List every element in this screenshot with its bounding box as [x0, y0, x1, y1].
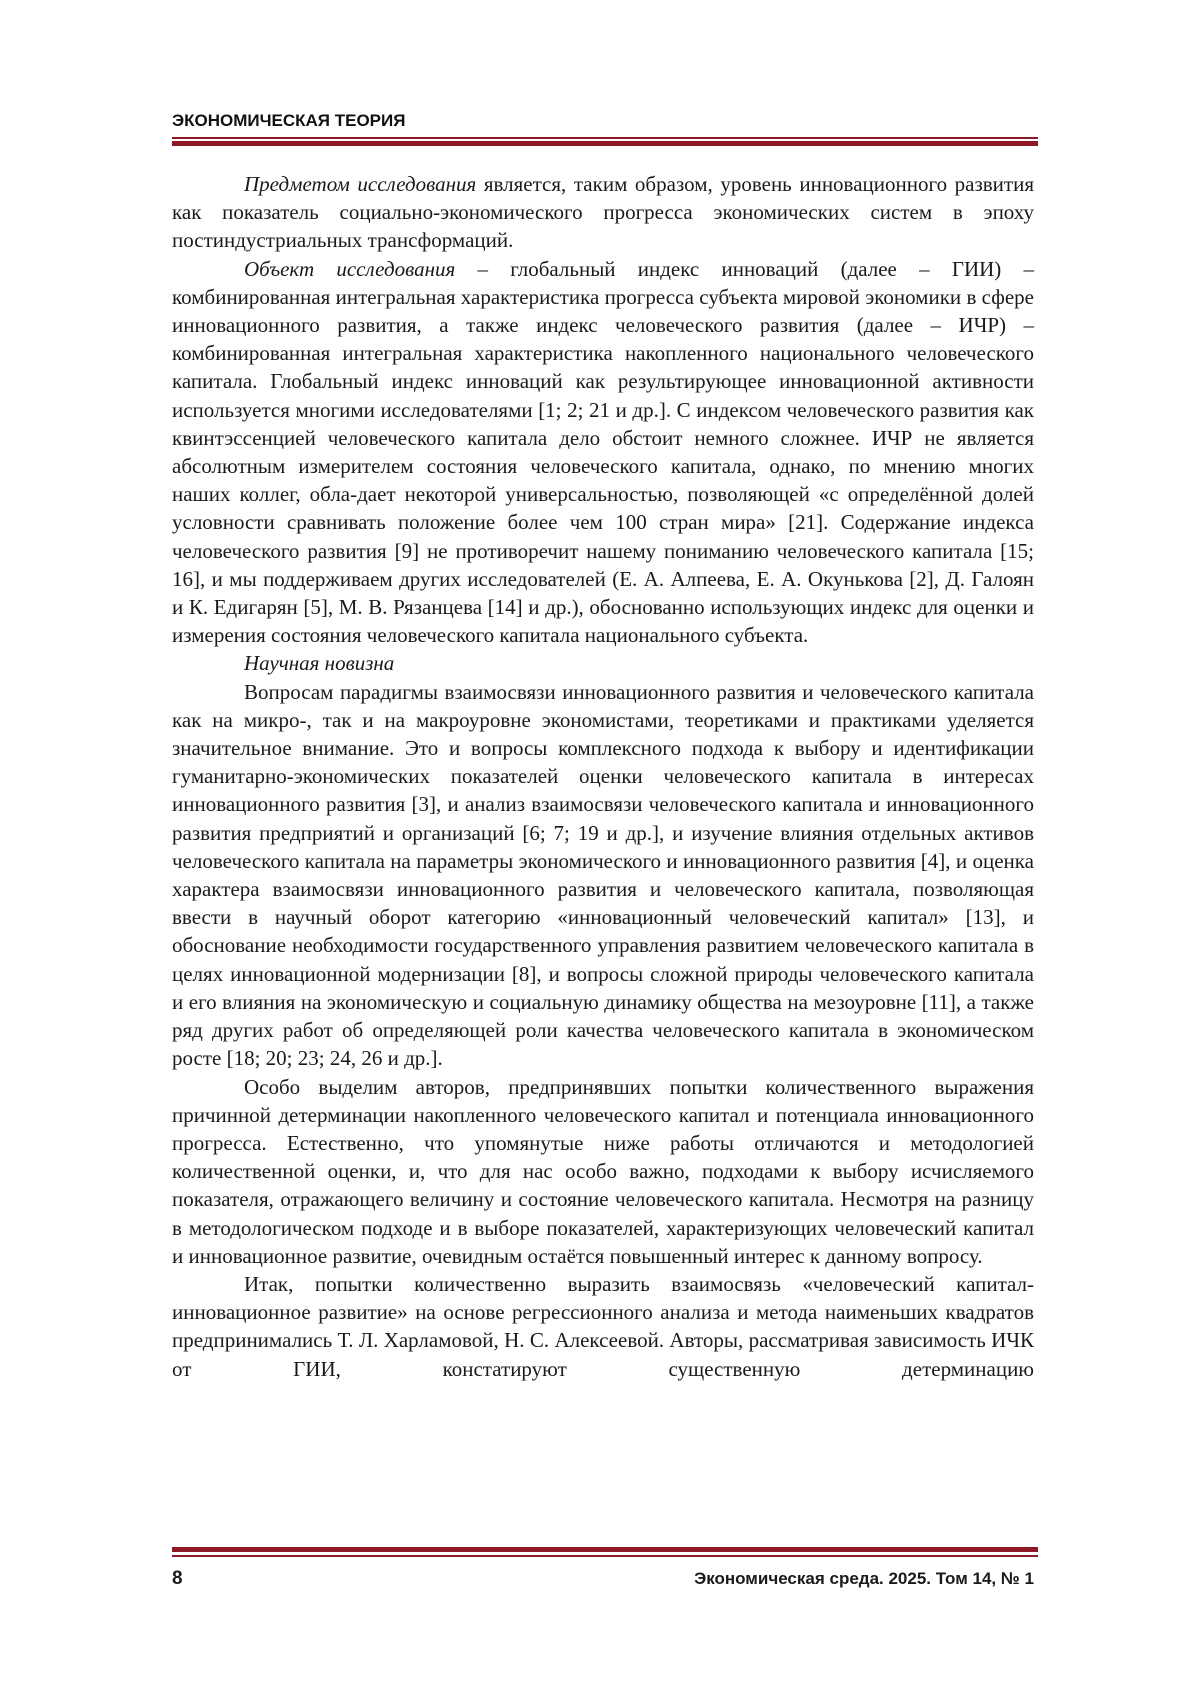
paragraph-subject-text: является, таким образом, уровень инновационного развития как показатель социально-экономического прогресса экономических систем в эпоху постиндустриальных трансформаций.: [172, 172, 1034, 252]
footer-rule-thin: [172, 1555, 1038, 1557]
paragraph-object: [172, 255, 1034, 650]
header-rule-thick: [172, 141, 1038, 146]
paragraph-authors: Особо выделим авторов, предпринявших попытки количественного выражения причинной детерминации накопленного человеческого капитал и потенциала инновационного прогресса. Естественно, что упомянутые ниже работы отличаются и методологией количественной оценки, и, что для нас особо важно, подходами к выбору исчисляемого показателя, отражающего величину и состояние человеческого капитала. Несмотря на разницу в методологическом подходе и в выборе показателей, характеризующих человеческий капитал и инновационное развитие, очевидным остаётся повышенный интерес к данному вопросу.: [172, 1073, 1034, 1270]
page-number: 8: [172, 1568, 183, 1590]
subheading-novelty: Научная новизна: [172, 649, 1034, 677]
term-subject: Предметом исследования: [244, 172, 476, 196]
footer-rule-thick: [172, 1547, 1038, 1552]
paragraph-paradigm: Вопросам парадигмы взаимосвязи инновационного развития и человеческого капитала как на микро-, так и на макроуровне экономистами, теоретиками и практиками уделяется значительное внимание. Это и вопросы комплексного подхода к выбору и идентификации гуманитарно-экономических показателей оценки человеческого капитала в интересах инновационного развития [3], и анализ взаимосвязи человеческого капитала и инновационного развития предприятий и организаций [6; 7; 19 и др.], и изучение влияния отдельных активов человеческого капитала на параметры экономического и инновационного развития [4], и оценка характера взаимосвязи инновационного развития и человеческого капитала, позволяющая ввести в научный оборот категорию «инновационный человеческий капитал» [13], и обоснование необходимости государственного управления развитием человеческого капитала в целях инновационной модернизации [8], и вопросы сложной природы человеческого капитала и его влияния на экономическую и социальную динамику общества на мезоуровне [11], а также ряд других работ об определяющей роли качества человеческого капитала в экономическом росте [18; 20; 23; 24, 26 и др.].: [172, 678, 1034, 1073]
header-rule-thin: [172, 137, 1038, 139]
journal-reference: Экономическая среда. 2025. Том 14, № 1: [694, 1569, 1034, 1589]
running-header-section-title: ЭКОНОМИЧЕСКАЯ ТЕОРИЯ: [172, 111, 1032, 131]
paragraph-object-text: – глобальный индекс инноваций (далее – ГИИ) – комбинированная интегральная характеристика прогресса субъекта мировой экономики в сфере инновационного развития, а также индекс человеческого развития (далее – ИЧР) – комбинированная интегральная характеристика накопленного национального человеческого капитала. Глобальный индекс инноваций как результирующее инновационной активности используется многими исследователями [1; 2; 21 и др.]. С индексом человеческого развития как квинтэссенцией человеческого капитала дело обстоит немного сложнее. ИЧР не является абсолютным измерителем состояния человеческого капитала, однако, по мнению многих наших коллег, обла-дает некоторой универсальностью, позволяющей «с определённой долей условности сравнивать положение более чем 100 стран мира» [21]. Содержание индекса человеческого развития [9] не противоречит нашему пониманию человеческого капитала [15; 16], и мы поддерживаем других исследователей (Е. А. Алпеева, Е. А. Окунькова [2], Д. Галоян и К. Едигарян [5], М. В. Рязанцева [14] и др.), обоснованно использующих индекс для оценки и измерения состояния человеческого капитала национального субъекта.: [172, 257, 1034, 648]
term-object: Объект исследования: [244, 257, 455, 281]
article-body: [172, 170, 1034, 1383]
paragraph-regression: Итак, попытки количественно выразить взаимосвязь «человеческий капитал-инновационное развитие» на основе регрессионного анализа и метода наименьших квадратов предпринимались Т. Л. Харламовой, Н. С. Алексеевой. Авторы, рассматривая зависимость ИЧК от ГИИ, констатируют существенную детерминацию: [172, 1270, 1034, 1383]
paragraph-subject: [172, 170, 1034, 255]
